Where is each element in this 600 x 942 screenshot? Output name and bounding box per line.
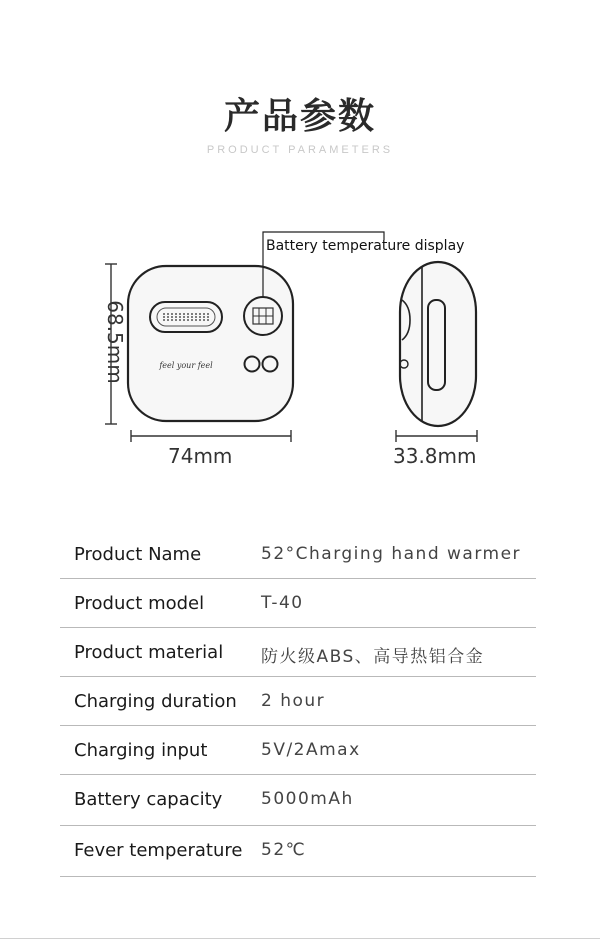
spec-value: 2 hour: [261, 691, 326, 711]
spec-key: Battery capacity: [74, 789, 223, 810]
spec-value: T-40: [261, 593, 304, 613]
spec-row: [60, 530, 536, 579]
bottom-divider: [0, 938, 600, 939]
width-label: 74mm: [168, 444, 233, 468]
spec-row: [60, 826, 536, 877]
page-subtitle: PRODUCT PARAMETERS: [206, 144, 394, 156]
front-logo-text: feel your feel: [159, 361, 213, 370]
spec-value: 52°Charging hand warmer: [261, 544, 522, 564]
side-view-body: [400, 262, 476, 426]
depth-label: 33.8mm: [393, 444, 477, 468]
spec-value: 52℃: [261, 840, 307, 860]
width-dimension-line: [131, 430, 291, 442]
page-title: 产品参数: [223, 96, 376, 137]
spec-value: 5000mAh: [261, 789, 354, 809]
spec-key: Product Name: [74, 544, 202, 565]
spec-key: Charging duration: [74, 691, 237, 712]
front-view-body: [128, 266, 293, 421]
spec-row: [60, 579, 536, 628]
spec-key: Product material: [74, 642, 224, 663]
spec-value: 5V/2Amax: [261, 740, 361, 760]
spec-table: [60, 530, 536, 877]
spec-value: 防火级ABS、高导热铝合金: [261, 647, 485, 667]
battery-display-callout: Battery temperature display: [266, 238, 465, 254]
spec-row: [60, 775, 536, 826]
spec-row: [60, 677, 536, 726]
spec-key: Charging input: [74, 740, 208, 761]
depth-dimension-line: [396, 430, 477, 442]
spec-key: Fever temperature: [74, 840, 243, 861]
height-label: 68.5mm: [103, 300, 127, 384]
spec-row: [60, 726, 536, 775]
spec-key: Product model: [74, 593, 205, 614]
spec-row: [60, 628, 536, 677]
